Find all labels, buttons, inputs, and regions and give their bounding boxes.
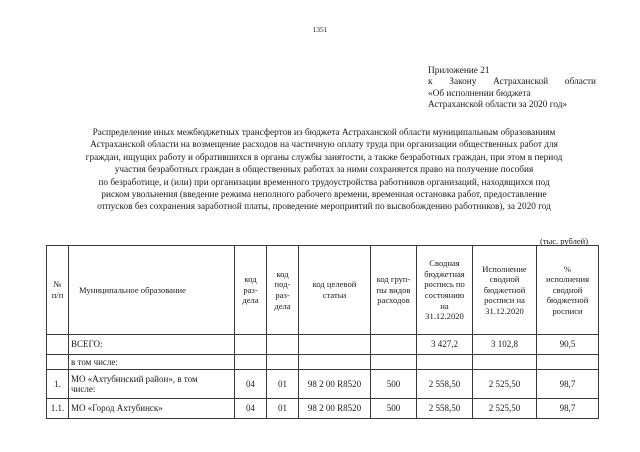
appendix-word: области	[564, 77, 596, 88]
cell-section: 04	[235, 370, 267, 399]
cell-name: в том числе:	[69, 355, 235, 370]
header-municipality: Муниципальное образование	[69, 246, 235, 335]
cell-name: ВСЕГО:	[69, 335, 235, 355]
title-line: Распределение иных межбюджетных трансфертов из бюджета Астраханской области муниципальным образованиям	[92, 128, 556, 138]
cell-expense-group	[371, 335, 417, 355]
cell-num: 1.	[47, 370, 69, 399]
cell-target: 98 2 00 R8520	[299, 399, 371, 419]
cell-name: МО «Город Ахтубинск»	[69, 399, 235, 419]
title-line: по безработице, и (или) при организации временного трудоустройства работников организаций, находящихся под	[98, 177, 550, 188]
budget-table	[46, 245, 599, 419]
appendix-word: к	[428, 77, 433, 88]
table-row	[47, 399, 599, 419]
table-row	[47, 370, 599, 399]
header-target: код целевой статьи	[299, 246, 371, 335]
document-title	[44, 127, 604, 214]
cell-num: 1.1.	[47, 399, 69, 419]
table-header-row	[47, 246, 599, 335]
cell-subsection: 01	[267, 370, 299, 399]
header-planned: Сводная бюджетная роспись по состоянию на 31.12.2020	[417, 246, 473, 335]
cell-target: 98 2 00 R8520	[299, 370, 371, 399]
cell-executed: 2 525,50	[473, 399, 537, 419]
title-line: участия безработных граждан в общественных работах за ними сохраняется право на получение пособия	[114, 165, 534, 176]
cell-num	[47, 355, 69, 370]
cell-executed	[473, 355, 537, 370]
appendix-law-year: Астраханской области за 2020 год»	[428, 100, 568, 111]
cell-subsection	[267, 355, 299, 370]
header-num: № п/п	[47, 246, 69, 335]
cell-section	[235, 335, 267, 355]
appendix-word: Закону	[449, 77, 477, 88]
title-line: Астраханской области на возмещение расходов на частичную оплату труда при организации общественных работ для	[90, 140, 558, 151]
cell-percent: 90,5	[537, 335, 599, 355]
header-executed: Исполнение сводной бюджетной росписи на 31.12.2020	[473, 246, 537, 335]
cell-executed: 3 102,8	[473, 335, 537, 355]
cell-subsection: 01	[267, 399, 299, 419]
header-expense-group: код груп- пы видов расходов	[371, 246, 417, 335]
cell-executed: 2 525,50	[473, 370, 537, 399]
cell-percent: 98,7	[537, 399, 599, 419]
unit-label: (тыс. рублей)	[540, 236, 589, 246]
cell-percent: 98,7	[537, 370, 599, 399]
cell-planned	[417, 355, 473, 370]
cell-planned: 3 427,2	[417, 335, 473, 355]
header-section: код раз- дела	[235, 246, 267, 335]
cell-planned: 2 558,50	[417, 399, 473, 419]
cell-section	[235, 355, 267, 370]
title-line: риском увольнения (введение режима неполного рабочего времени, временная остановка работ, предоставление	[101, 190, 547, 201]
appendix-header	[428, 66, 608, 112]
appendix-law-title: «Об исполнении бюджета	[428, 88, 531, 99]
cell-target	[299, 335, 371, 355]
cell-percent	[537, 355, 599, 370]
appendix-title: Приложение 21	[428, 66, 490, 76]
header-percent: % исполнения сводной бюджетной росписи	[537, 246, 599, 335]
title-line: отпусков без сохранения заработной платы, проведение мероприятий по высвобождению работников), за 2020 год	[97, 202, 551, 213]
cell-section: 04	[235, 399, 267, 419]
cell-target	[299, 355, 371, 370]
page-number: 1351	[312, 25, 328, 34]
cell-name: МО «Ахтубинский район», в том числе:	[69, 370, 235, 399]
cell-expense-group	[371, 355, 417, 370]
cell-planned: 2 558,50	[417, 370, 473, 399]
table-row-including	[47, 355, 599, 370]
cell-expense-group: 500	[371, 370, 417, 399]
cell-num	[47, 335, 69, 355]
appendix-word: Астраханской	[493, 77, 549, 88]
table-row-total	[47, 335, 599, 355]
appendix-law-line	[428, 77, 596, 88]
title-line: граждан, ищущих работу и обратившихся в органы службы занятости, а также безработных граждан, при этом в период	[85, 152, 563, 163]
cell-subsection	[267, 335, 299, 355]
cell-expense-group: 500	[371, 399, 417, 419]
header-subsection: код под- раз- дела	[267, 246, 299, 335]
